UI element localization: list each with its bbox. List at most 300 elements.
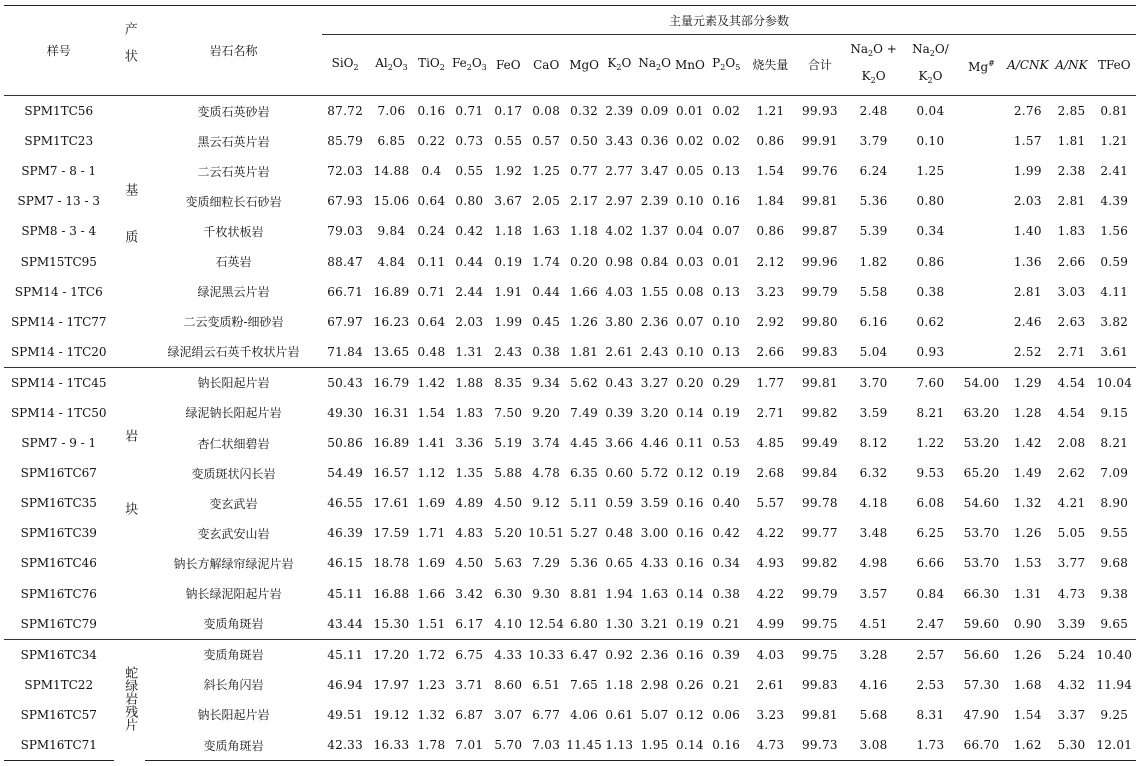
value-cell: 3.43 [605, 134, 634, 149]
value-cell: 49.51 [327, 707, 364, 722]
value-cell: 9.65 [1100, 616, 1129, 631]
rock-name-cell: 千枚状板岩 [203, 224, 264, 239]
value-cell: 0.62 [916, 314, 945, 329]
table-row [4, 126, 1136, 156]
value-cell: 16.89 [373, 436, 410, 451]
rock-name-cell: 杏仁状细碧岩 [197, 436, 270, 451]
value-cell: 4.11 [1100, 284, 1129, 299]
value-cell: 5.36 [570, 556, 599, 571]
value-cell: 3.71 [455, 677, 484, 692]
value-cell: 8.21 [916, 405, 945, 420]
value-cell: 4.73 [745, 730, 796, 761]
sample-id-cell: SPM1TC23 [24, 134, 94, 149]
value-cell: 0.34 [712, 556, 741, 571]
value-cell: 0.20 [570, 254, 599, 269]
occurrence-cell [114, 367, 146, 639]
value-cell: 5.39 [859, 224, 888, 239]
value-cell: 0.39 [605, 405, 634, 420]
rock-name-cell: 二云石英片岩 [197, 164, 270, 179]
value-cell: 7.49 [570, 405, 599, 420]
value-cell: 4.93 [756, 556, 785, 571]
value-cell: 0.13 [712, 164, 741, 179]
table-row [4, 307, 1136, 337]
value-cell: 50.86 [327, 436, 364, 451]
value-cell: 0.10 [712, 314, 741, 329]
value-cell: 16.89 [373, 284, 410, 299]
col-mgo: MgO [569, 58, 600, 72]
sample-id-cell: SPM8 - 3 - 4 [21, 224, 97, 239]
sample-id-cell: SPM15TC95 [20, 254, 97, 269]
value-cell: 5.11 [570, 496, 599, 511]
value-cell: 6.51 [532, 677, 561, 692]
value-cell: 6.24 [859, 164, 888, 179]
value-cell: 0.53 [712, 436, 741, 451]
value-cell: 1.88 [448, 367, 490, 398]
value-cell: 9.34 [526, 367, 566, 398]
value-cell: 1.77 [745, 367, 796, 398]
value-cell: 4.50 [494, 496, 523, 511]
value-cell: 0.86 [756, 134, 785, 149]
value-cell: 4.45 [570, 436, 599, 451]
value-cell: 54.00 [958, 367, 1005, 398]
value-cell: 99.77 [801, 526, 838, 541]
value-cell: 2.43 [640, 344, 669, 359]
value-cell: 0.48 [605, 526, 634, 541]
value-cell: 3.00 [640, 526, 669, 541]
value-cell: 99.82 [801, 556, 838, 571]
value-cell: 99.81 [801, 707, 838, 722]
value-cell: 4.99 [756, 616, 785, 631]
value-cell: 1.25 [532, 164, 561, 179]
rock-name-cell: 变玄武岩 [209, 496, 258, 511]
value-cell: 2.52 [1013, 344, 1042, 359]
value-cell: 1.92 [494, 164, 523, 179]
value-cell: 0.11 [675, 436, 704, 451]
value-cell: 0.19 [675, 616, 704, 631]
col-tfeo: TFeO [1097, 58, 1131, 72]
value-cell: 0.40 [712, 496, 741, 511]
value-cell: 7.06 [377, 104, 406, 119]
value-cell: 99.96 [801, 254, 838, 269]
value-cell: 1.22 [916, 436, 945, 451]
value-cell: 0.4 [421, 164, 442, 179]
value-cell: 0.16 [675, 526, 704, 541]
value-cell: 72.03 [327, 164, 364, 179]
value-cell: 1.57 [1013, 134, 1042, 149]
value-cell: 2.66 [756, 344, 785, 359]
header-group-title: 主量元素及其部分参数 [322, 6, 1136, 35]
value-cell: 2.63 [1057, 314, 1086, 329]
value-cell: 10.51 [528, 526, 565, 541]
value-cell: 1.42 [415, 367, 449, 398]
value-cell: 85.79 [327, 134, 364, 149]
value-cell: 2.71 [756, 405, 785, 420]
value-cell: 2.39 [605, 104, 634, 119]
value-cell: 16.23 [373, 314, 410, 329]
table-row [4, 96, 1136, 127]
table-row [4, 639, 1136, 670]
value-cell: 18.78 [373, 556, 410, 571]
value-cell: 3.77 [1057, 556, 1086, 571]
value-cell: 0.16 [707, 730, 745, 761]
value-cell: 3.82 [1100, 314, 1129, 329]
value-cell: 66.70 [958, 730, 1005, 761]
occurrence-label: 蛇绿岩残片 [122, 666, 138, 732]
value-cell: 0.16 [712, 194, 741, 209]
value-cell: 6.80 [570, 616, 599, 631]
value-cell: 1.54 [417, 405, 446, 420]
value-cell: 56.60 [958, 639, 1005, 670]
value-cell: 6.87 [455, 707, 484, 722]
value-cell: 3.79 [859, 134, 888, 149]
table-row [4, 670, 1136, 700]
value-cell: 5.24 [1050, 639, 1092, 670]
value-cell: 99.75 [801, 616, 838, 631]
rock-name-cell: 钠长阳起片岩 [145, 367, 322, 398]
value-cell: 3.23 [756, 284, 785, 299]
value-cell: 16.31 [373, 405, 410, 420]
value-cell: 1.26 [1013, 526, 1042, 541]
value-cell: 2.03 [1013, 194, 1042, 209]
sample-id-cell: SPM14 - 1TC77 [10, 314, 107, 329]
value-cell: 4.10 [494, 616, 523, 631]
value-cell: 4.18 [859, 496, 888, 511]
value-cell: 3.66 [605, 436, 634, 451]
value-cell: 0.38 [532, 344, 561, 359]
value-cell: 1.41 [417, 436, 446, 451]
table-row [4, 216, 1136, 246]
value-cell: 2.98 [640, 677, 669, 692]
value-cell [958, 96, 1005, 127]
value-cell: 0.01 [675, 104, 704, 119]
value-cell: 4.33 [640, 556, 669, 571]
value-cell: 0.16 [675, 496, 704, 511]
col-a-cnk: A/CNK [1007, 58, 1049, 72]
value-cell: 1.32 [1013, 496, 1042, 511]
value-cell: 5.57 [756, 496, 785, 511]
value-cell: 99.79 [801, 284, 838, 299]
value-cell: 4.02 [605, 224, 634, 239]
value-cell: 6.32 [859, 466, 888, 481]
value-cell: 0.17 [494, 104, 523, 119]
table-row [4, 548, 1136, 578]
value-cell: 0.92 [602, 639, 637, 670]
value-cell: 3.07 [494, 707, 523, 722]
value-cell: 66.71 [327, 284, 364, 299]
value-cell: 1.42 [1013, 436, 1042, 451]
value-cell: 1.18 [570, 224, 599, 239]
value-cell: 4.03 [745, 639, 796, 670]
value-cell: 15.30 [373, 616, 410, 631]
value-cell: 0.61 [605, 707, 634, 722]
value-cell: 1.83 [1057, 224, 1086, 239]
value-cell: 0.80 [916, 194, 945, 209]
value-cell: 0.65 [605, 556, 634, 571]
value-cell: 3.74 [532, 436, 561, 451]
value-cell: 6.77 [532, 707, 561, 722]
value-cell: 0.64 [417, 194, 446, 209]
rock-name-cell: 二云变质粉-细砂岩 [183, 315, 284, 330]
value-cell: 1.54 [756, 164, 785, 179]
value-cell: 1.21 [756, 104, 785, 119]
table-row [4, 488, 1136, 518]
value-cell: 2.61 [605, 344, 634, 359]
value-cell: 65.20 [963, 466, 1000, 481]
value-cell: 4.16 [859, 677, 888, 692]
value-cell: 0.42 [455, 224, 484, 239]
value-cell: 3.03 [1057, 284, 1086, 299]
value-cell: 1.66 [417, 586, 446, 601]
value-cell: 1.99 [494, 314, 523, 329]
value-cell: 3.20 [640, 405, 669, 420]
value-cell: 46.94 [327, 677, 364, 692]
value-cell: 9.20 [532, 405, 561, 420]
value-cell: 1.30 [605, 616, 634, 631]
value-cell: 9.38 [1100, 586, 1129, 601]
value-cell: 0.13 [712, 284, 741, 299]
value-cell: 2.05 [532, 194, 561, 209]
sample-id-cell: SPM14 - 1TC45 [4, 367, 114, 398]
value-cell: 16.79 [368, 367, 414, 398]
value-cell: 0.38 [916, 284, 945, 299]
value-cell [958, 307, 1005, 337]
value-cell: 67.97 [327, 314, 364, 329]
table-row [4, 277, 1136, 307]
sample-id-cell: SPM7 - 13 - 3 [17, 194, 100, 209]
value-cell: 4.32 [1057, 677, 1086, 692]
value-cell: 1.26 [1005, 639, 1050, 670]
value-cell: 5.19 [494, 436, 523, 451]
rock-name-cell: 变质石英砂岩 [197, 104, 270, 119]
value-cell: 1.51 [417, 616, 446, 631]
value-cell: 1.82 [859, 254, 888, 269]
value-cell: 3.80 [605, 314, 634, 329]
table-row [4, 337, 1136, 368]
value-cell: 0.34 [916, 224, 945, 239]
value-cell: 8.60 [494, 677, 523, 692]
value-cell: 5.30 [1050, 730, 1092, 761]
value-cell: 1.68 [1013, 677, 1042, 692]
value-cell: 0.07 [675, 314, 704, 329]
col-total: 合计 [807, 58, 832, 72]
value-cell: 1.18 [605, 677, 634, 692]
value-cell: 1.74 [532, 254, 561, 269]
value-cell: 0.32 [570, 104, 599, 119]
value-cell: 0.71 [455, 104, 484, 119]
value-cell: 1.84 [756, 194, 785, 209]
value-cell: 4.85 [756, 436, 785, 451]
value-cell: 4.98 [859, 556, 888, 571]
value-cell: 99.49 [801, 436, 838, 451]
value-cell: 3.61 [1100, 344, 1129, 359]
value-cell: 9.30 [532, 586, 561, 601]
value-cell: 67.93 [327, 194, 364, 209]
value-cell: 4.39 [1100, 194, 1129, 209]
value-cell: 2.85 [1057, 104, 1086, 119]
value-cell: 9.25 [1100, 707, 1129, 722]
value-cell: 3.28 [844, 639, 903, 670]
value-cell: 0.11 [417, 254, 446, 269]
value-cell [958, 186, 1005, 216]
value-cell: 4.78 [532, 466, 561, 481]
sample-id-cell: SPM16TC57 [20, 707, 97, 722]
value-cell: 87.72 [327, 104, 364, 119]
value-cell: 3.37 [1057, 707, 1086, 722]
major-element-table [4, 5, 1136, 761]
rock-name-cell: 钠长方解绿帘绿泥片岩 [173, 556, 294, 571]
sample-id-cell: SPM7 - 9 - 1 [21, 436, 97, 451]
rock-name-cell: 钠长阳起片岩 [197, 708, 270, 723]
value-cell: 7.65 [570, 677, 599, 692]
value-cell: 99.76 [801, 164, 838, 179]
sample-id-cell: SPM1TC22 [24, 677, 94, 692]
value-cell: 0.86 [916, 254, 945, 269]
value-cell: 6.35 [570, 466, 599, 481]
value-cell: 0.19 [712, 405, 741, 420]
value-cell: 71.84 [327, 344, 364, 359]
value-cell: 17.97 [373, 677, 410, 692]
value-cell: 1.36 [1013, 254, 1042, 269]
value-cell: 0.02 [712, 134, 741, 149]
value-cell: 2.41 [1100, 164, 1129, 179]
value-cell: 3.42 [455, 586, 484, 601]
sample-id-cell: SPM1TC56 [24, 104, 94, 119]
value-cell: 0.04 [916, 104, 945, 119]
value-cell: 1.13 [602, 730, 637, 761]
value-cell: 0.05 [675, 164, 704, 179]
col-na2o-plus-k2o: $Na_2O$ + $K_2O$ [850, 42, 897, 85]
value-cell: 5.68 [859, 707, 888, 722]
value-cell: 5.70 [490, 730, 526, 761]
value-cell: 0.71 [417, 284, 446, 299]
value-cell: 12.01 [1093, 730, 1136, 761]
sample-id-cell: SPM14 - 1TC6 [14, 284, 103, 299]
value-cell: 99.81 [796, 367, 844, 398]
value-cell: 3.67 [494, 194, 523, 209]
value-cell: 54.49 [327, 466, 364, 481]
value-cell: 0.20 [673, 367, 708, 398]
value-cell: 6.75 [448, 639, 490, 670]
col-a-nk: A/NK [1055, 58, 1088, 72]
value-cell: 2.39 [640, 194, 669, 209]
col-al2o3: $Al_2O_3$ [375, 55, 408, 72]
value-cell: 2.17 [570, 194, 599, 209]
value-cell: 1.26 [570, 314, 599, 329]
col-feo: FeO [496, 58, 521, 72]
value-cell: 1.35 [455, 466, 484, 481]
value-cell: 0.10 [675, 344, 704, 359]
value-cell: 0.16 [417, 104, 446, 119]
value-cell: 1.55 [640, 284, 669, 299]
value-cell: 2.76 [1013, 104, 1042, 119]
value-cell: 99.83 [801, 677, 838, 692]
value-cell: 17.20 [368, 639, 414, 670]
table-row [4, 398, 1136, 428]
table-row [4, 700, 1136, 730]
value-cell: 4.03 [605, 284, 634, 299]
table-body [4, 96, 1136, 761]
value-cell: 0.16 [673, 639, 708, 670]
rock-name-cell: 绿泥钠长阳起片岩 [185, 406, 282, 421]
value-cell: 1.78 [415, 730, 449, 761]
value-cell: 0.81 [1100, 104, 1129, 119]
table-row [4, 518, 1136, 548]
occurrence-label: 岩块 [122, 428, 138, 575]
value-cell: 6.47 [566, 639, 602, 670]
value-cell: 53.20 [963, 436, 1000, 451]
value-cell: 0.59 [605, 496, 634, 511]
sample-id-cell: SPM16TC46 [20, 556, 97, 571]
rock-name-cell: 变质角斑岩 [203, 617, 264, 632]
value-cell: 4.89 [455, 496, 484, 511]
value-cell: 63.20 [963, 405, 1000, 420]
value-cell: 1.81 [570, 344, 599, 359]
value-cell: 99.79 [801, 586, 838, 601]
value-cell: 1.72 [415, 639, 449, 670]
rock-name-cell: 石英岩 [215, 255, 252, 270]
value-cell: 7.50 [494, 405, 523, 420]
sample-id-cell: SPM16TC35 [20, 496, 97, 511]
value-cell: 10.04 [1093, 367, 1136, 398]
value-cell: 0.80 [455, 194, 484, 209]
value-cell: 16.57 [373, 466, 410, 481]
value-cell: 49.30 [327, 405, 364, 420]
value-cell: 17.59 [373, 526, 410, 541]
value-cell: 0.02 [675, 134, 704, 149]
value-cell: 0.86 [756, 224, 785, 239]
value-cell: 5.62 [566, 367, 602, 398]
value-cell: 0.77 [570, 164, 599, 179]
value-cell: 5.04 [859, 344, 888, 359]
value-cell: 0.14 [673, 730, 708, 761]
value-cell: 99.87 [801, 224, 838, 239]
value-cell: 3.57 [859, 586, 888, 601]
value-cell: 1.95 [637, 730, 673, 761]
value-cell: 99.83 [801, 344, 838, 359]
value-cell: 45.11 [322, 639, 368, 670]
value-cell: 2.43 [494, 344, 523, 359]
rock-name-cell: 变质角斑岩 [145, 730, 322, 761]
value-cell: 0.84 [640, 254, 669, 269]
value-cell: 99.82 [801, 405, 838, 420]
value-cell: 11.45 [566, 730, 602, 761]
value-cell: 4.46 [640, 436, 669, 451]
value-cell: 1.31 [1013, 586, 1042, 601]
value-cell: 4.84 [377, 254, 406, 269]
value-cell: 1.71 [417, 526, 446, 541]
rock-name-cell: 黑云石英片岩 [197, 134, 270, 149]
value-cell: 2.53 [916, 677, 945, 692]
value-cell: 3.70 [844, 367, 903, 398]
value-cell: 2.46 [1013, 314, 1042, 329]
value-cell: 3.23 [756, 707, 785, 722]
value-cell: 0.03 [675, 254, 704, 269]
value-cell: 6.17 [455, 616, 484, 631]
value-cell: 1.49 [1013, 466, 1042, 481]
value-cell: 54.60 [963, 496, 1000, 511]
value-cell: 0.08 [675, 284, 704, 299]
sample-id-cell: SPM7 - 8 - 1 [21, 164, 97, 179]
value-cell: 0.44 [455, 254, 484, 269]
value-cell: 0.59 [1100, 254, 1129, 269]
sample-id-cell: SPM16TC67 [20, 466, 97, 481]
value-cell: 5.05 [1057, 526, 1086, 541]
value-cell: 10.33 [526, 639, 566, 670]
occurrence-cell [114, 96, 146, 368]
value-cell: 1.12 [417, 466, 446, 481]
col-fe2o3: $Fe_2O_3$ [451, 55, 487, 72]
value-cell: 1.23 [417, 677, 446, 692]
